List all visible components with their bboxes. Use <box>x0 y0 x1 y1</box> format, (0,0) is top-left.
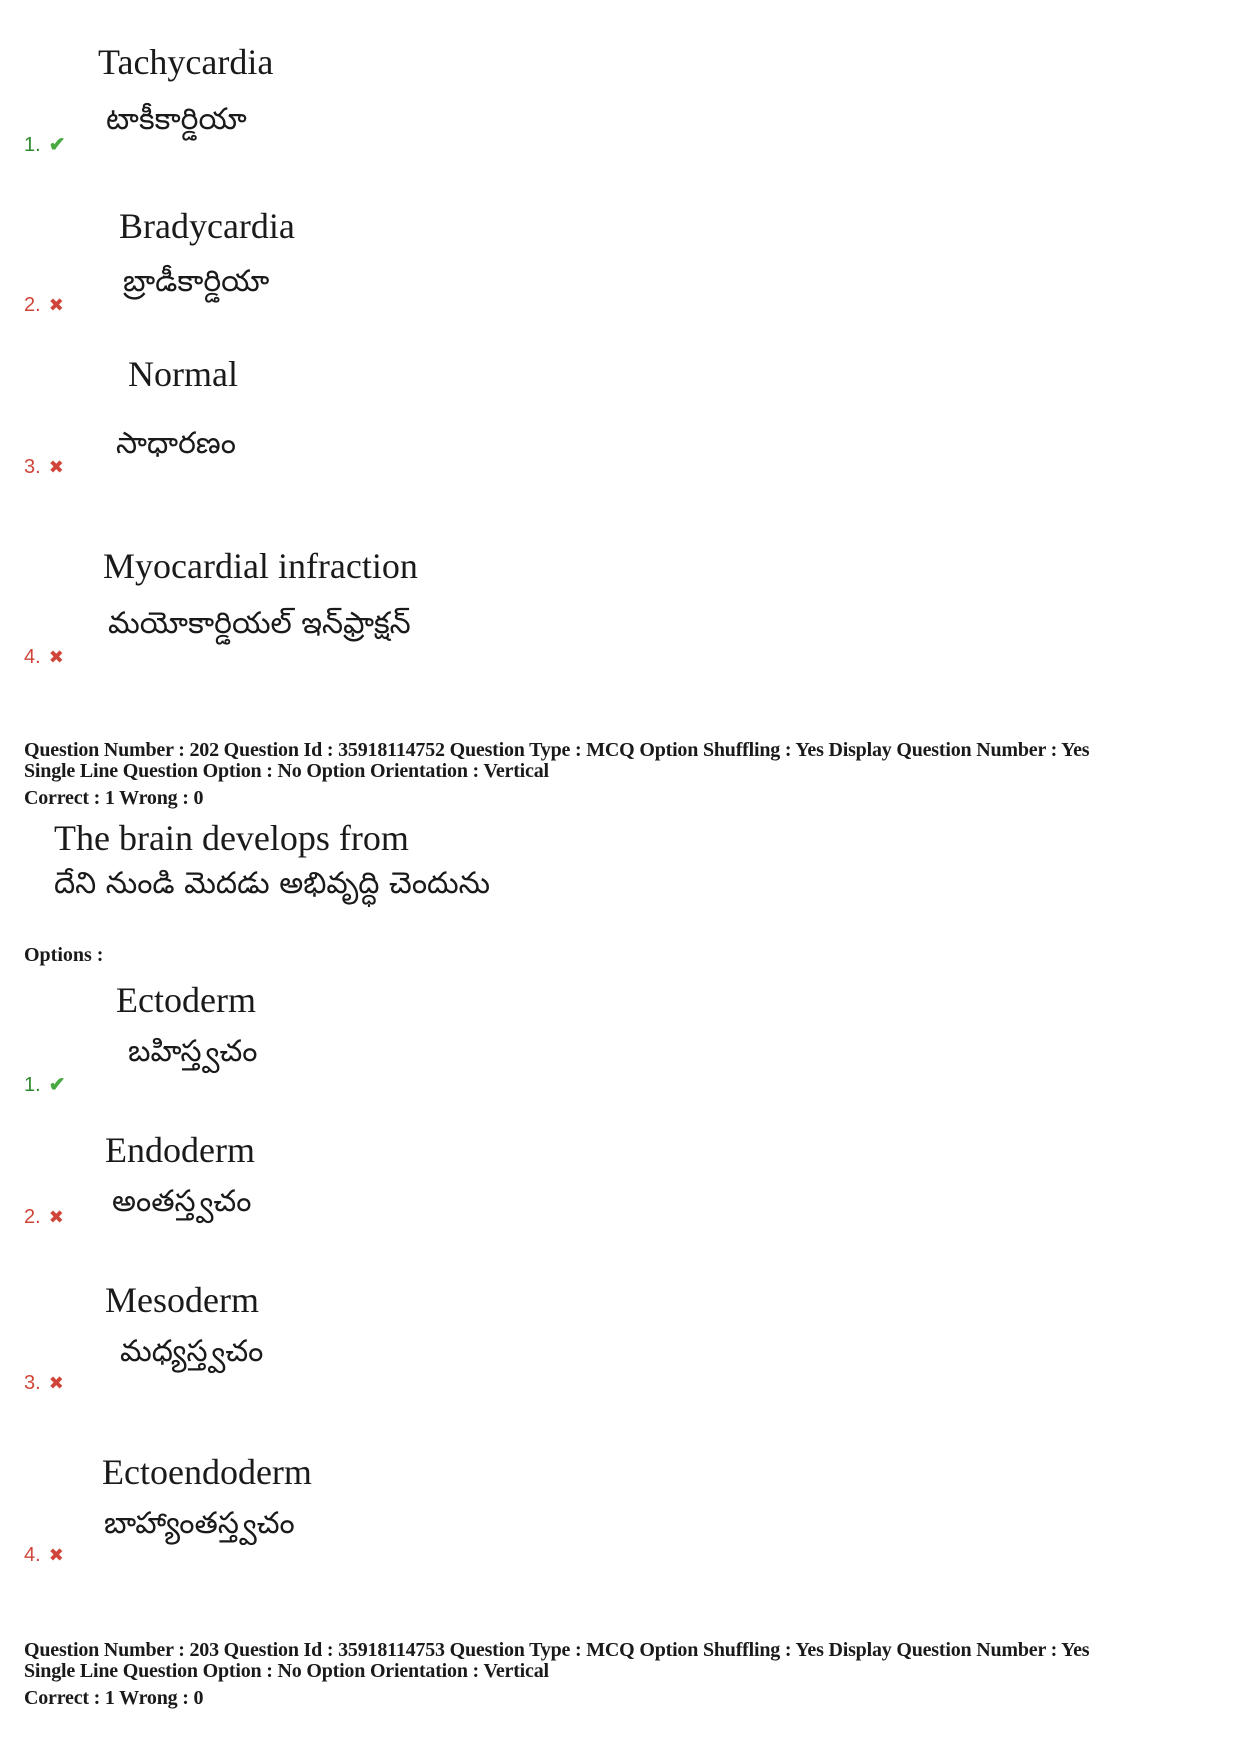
option-text-en: Mesoderm <box>105 1280 259 1320</box>
option-number: 4. ✖ <box>24 1544 64 1566</box>
option-number: 1. ✔ <box>24 134 66 156</box>
question-meta-202 <box>24 740 1089 809</box>
option-number: 3. ✖ <box>24 1372 64 1394</box>
option-text-te: మయోకార్డియల్ ఇన్‌ఫ్రాక్షన్ <box>108 606 411 641</box>
option-number: 4. ✖ <box>24 646 64 668</box>
option-text-te: బహిస్త్వచం <box>128 1034 258 1069</box>
option-text-en: Ectoderm <box>116 980 256 1020</box>
option-text-te: టాకీకార్డియా <box>106 102 247 137</box>
option-number: 2. ✖ <box>24 294 64 316</box>
cross-icon: ✖ <box>48 1545 64 1565</box>
option-text-en: Tachycardia <box>98 42 274 82</box>
question-text-te: దేని నుండి మెదడు అభివృద్ధి చెందును <box>54 866 491 901</box>
check-icon: ✔ <box>48 134 66 156</box>
option-text-en: Myocardial infraction <box>103 546 418 586</box>
check-icon: ✔ <box>48 1074 66 1096</box>
cross-icon: ✖ <box>48 1373 64 1393</box>
option-text-te: మధ్యస్త్వచం <box>120 1334 264 1369</box>
option-text-te: సాధారణం <box>116 426 236 461</box>
meta-line: Correct : 1 Wrong : 0 <box>24 787 204 809</box>
question-text-en: The brain develops from <box>54 818 409 858</box>
cross-icon: ✖ <box>48 295 64 315</box>
option-text-en: Bradycardia <box>119 206 295 246</box>
meta-line: Correct : 1 Wrong : 0 <box>24 1687 204 1709</box>
option-text-en: Endoderm <box>105 1130 255 1170</box>
option-number: 2. ✖ <box>24 1206 64 1228</box>
meta-line: Question Number : 203 Question Id : 35918114753 Question Type : MCQ Option Shuffling : Yes Display Question Number : Yes <box>24 1639 1090 1661</box>
meta-line: Question Number : 202 Question Id : 35918114752 Question Type : MCQ Option Shuffling : Yes Display Question Number : Yes <box>24 739 1090 761</box>
option-text-te: బాహ్యాంతస్త్వచం <box>104 1506 295 1541</box>
question-text-202 <box>54 816 490 908</box>
option-text-te: బ్రాడీకార్డియా <box>123 264 270 299</box>
option-text-en: Normal <box>128 354 238 394</box>
option-number: 3. ✖ <box>24 456 64 478</box>
option-text-te: అంతస్త్వచం <box>112 1184 252 1219</box>
option-text-en: Ectoendoderm <box>102 1452 312 1492</box>
cross-icon: ✖ <box>48 457 64 477</box>
options-label: Options : <box>24 944 104 966</box>
cross-icon: ✖ <box>48 647 64 667</box>
question-meta-203 <box>24 1640 1089 1709</box>
option-number: 1. ✔ <box>24 1074 66 1096</box>
meta-line: Single Line Question Option : No Option Orientation : Vertical <box>24 760 549 782</box>
meta-line: Single Line Question Option : No Option Orientation : Vertical <box>24 1660 549 1682</box>
cross-icon: ✖ <box>48 1207 64 1227</box>
